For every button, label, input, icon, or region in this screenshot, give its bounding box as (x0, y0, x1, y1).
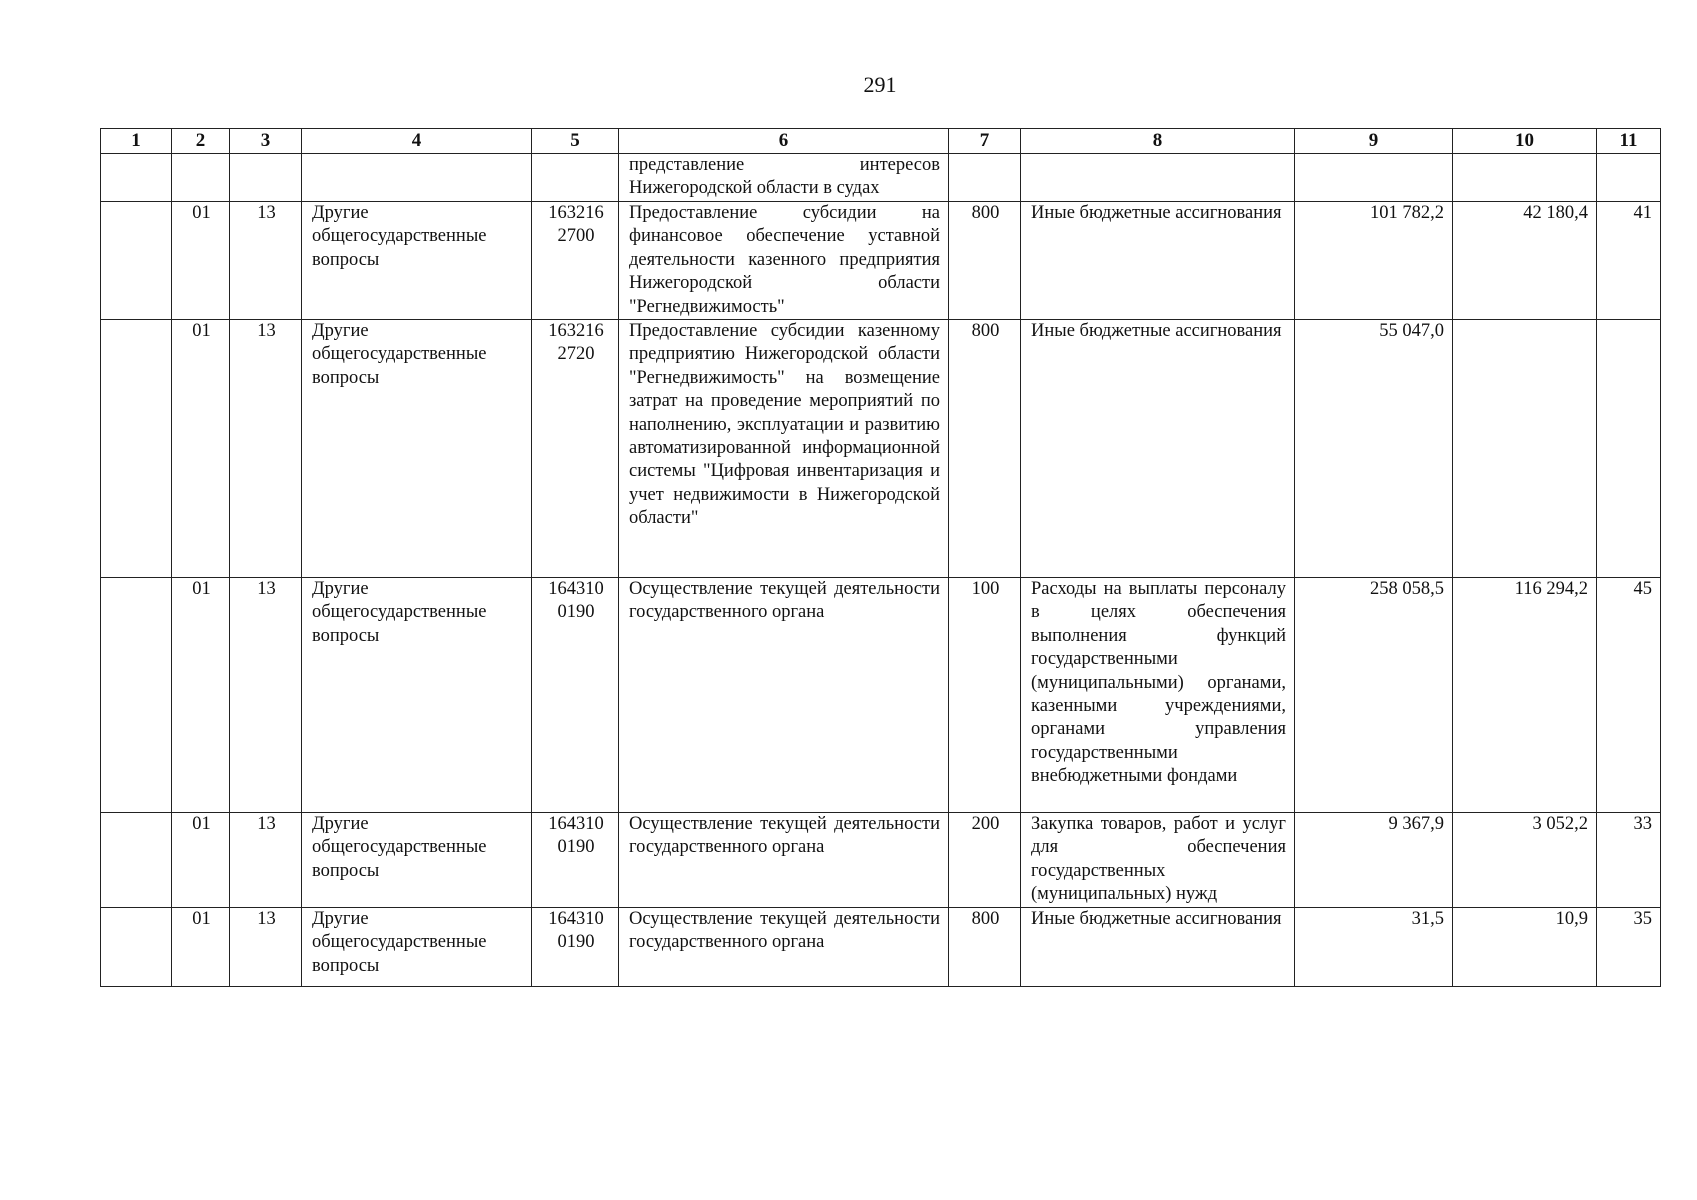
cell-col4: Другие общегосударственные вопросы (302, 908, 532, 987)
cell-col4: Другие общегосударственные вопросы (302, 202, 532, 320)
cell-col5: 164310 0190 (532, 908, 619, 987)
cell-col9: 55 047,0 (1295, 320, 1453, 578)
column-header: 9 (1295, 129, 1453, 154)
cell-col9 (1295, 154, 1453, 202)
cell-col6: Осуществление текущей деятельности государственного органа (619, 578, 949, 813)
column-header: 10 (1453, 129, 1597, 154)
header-row (101, 129, 1661, 154)
cell-col2: 01 (172, 202, 230, 320)
cell-col2: 01 (172, 320, 230, 578)
cell-col7: 800 (949, 908, 1021, 987)
cell-col9: 31,5 (1295, 908, 1453, 987)
table-row (101, 578, 1661, 813)
cell-col10: 42 180,4 (1453, 202, 1597, 320)
cell-col10: 3 052,2 (1453, 813, 1597, 908)
cell-col11: 45 (1597, 578, 1661, 813)
cell-col4: Другие общегосударственные вопросы (302, 813, 532, 908)
cell-col8: Закупка товаров, работ и услуг для обеспечения государственных (муниципальных) нужд (1021, 813, 1295, 908)
cell-col10 (1453, 320, 1597, 578)
budget-table (100, 128, 1661, 987)
cell-col1 (101, 813, 172, 908)
cell-col11: 35 (1597, 908, 1661, 987)
cell-col6: представление интересов Нижегородской области в судах (619, 154, 949, 202)
cell-col3: 13 (230, 320, 302, 578)
column-header: 2 (172, 129, 230, 154)
column-header: 5 (532, 129, 619, 154)
cell-col7: 200 (949, 813, 1021, 908)
page-number: 291 (863, 72, 897, 97)
table-row (101, 202, 1661, 320)
cell-col3: 13 (230, 202, 302, 320)
table-row (101, 908, 1661, 987)
cell-col10: 116 294,2 (1453, 578, 1597, 813)
cell-col9: 9 367,9 (1295, 813, 1453, 908)
cell-col9: 101 782,2 (1295, 202, 1453, 320)
cell-col1 (101, 202, 172, 320)
cell-col4: Другие общегосударственные вопросы (302, 320, 532, 578)
cell-col9: 258 058,5 (1295, 578, 1453, 813)
column-header: 7 (949, 129, 1021, 154)
cell-col6: Предоставление субсидии на финансовое обеспечение уставной деятельности казенного предприятия Нижегородской области "Регнедвижимость" (619, 202, 949, 320)
cell-col3: 13 (230, 578, 302, 813)
column-header: 1 (101, 129, 172, 154)
cell-col6: Осуществление текущей деятельности государственного органа (619, 813, 949, 908)
cell-col2: 01 (172, 813, 230, 908)
cell-col8: Иные бюджетные ассигнования (1021, 202, 1295, 320)
cell-col5 (532, 154, 619, 202)
cell-col8: Иные бюджетные ассигнования (1021, 320, 1295, 578)
cell-col5: 163216 2700 (532, 202, 619, 320)
cell-col2: 01 (172, 578, 230, 813)
cell-col5: 164310 0190 (532, 813, 619, 908)
table-row (101, 154, 1661, 202)
cell-col2 (172, 154, 230, 202)
column-header: 6 (619, 129, 949, 154)
cell-col8: Иные бюджетные ассигнования (1021, 908, 1295, 987)
cell-col7: 800 (949, 320, 1021, 578)
cell-col5: 164310 0190 (532, 578, 619, 813)
cell-col11 (1597, 154, 1661, 202)
cell-col4 (302, 154, 532, 202)
cell-col3: 13 (230, 813, 302, 908)
cell-col2: 01 (172, 908, 230, 987)
column-header: 3 (230, 129, 302, 154)
cell-col7: 800 (949, 202, 1021, 320)
cell-col10 (1453, 154, 1597, 202)
cell-col8 (1021, 154, 1295, 202)
cell-col1 (101, 154, 172, 202)
column-header: 8 (1021, 129, 1295, 154)
cell-col11 (1597, 320, 1661, 578)
cell-col1 (101, 320, 172, 578)
column-header: 4 (302, 129, 532, 154)
cell-col3: 13 (230, 908, 302, 987)
cell-col1 (101, 908, 172, 987)
cell-col4: Другие общегосударственные вопросы (302, 578, 532, 813)
cell-col6: Осуществление текущей деятельности государственного органа (619, 908, 949, 987)
cell-col5: 163216 2720 (532, 320, 619, 578)
cell-col11: 33 (1597, 813, 1661, 908)
cell-col8: Расходы на выплаты персоналу в целях обеспечения выполнения функций государственными (муниципальными) органами, казенными учреждениями, органами управления государственными внебюджетными фондами (1021, 578, 1295, 813)
table-row (101, 813, 1661, 908)
column-header: 11 (1597, 129, 1661, 154)
cell-col6: Предоставление субсидии казенному предприятию Нижегородской области "Регнедвижимость" на возмещение затрат на проведение мероприятий по наполнению, эксплуатации и развитию автоматизированной информационной системы "Цифровая инвентаризация и учет недвижимости в Нижегородской области" (619, 320, 949, 578)
table-row (101, 320, 1661, 578)
cell-col7: 100 (949, 578, 1021, 813)
cell-col11: 41 (1597, 202, 1661, 320)
cell-col7 (949, 154, 1021, 202)
cell-col10: 10,9 (1453, 908, 1597, 987)
cell-col1 (101, 578, 172, 813)
cell-col3 (230, 154, 302, 202)
